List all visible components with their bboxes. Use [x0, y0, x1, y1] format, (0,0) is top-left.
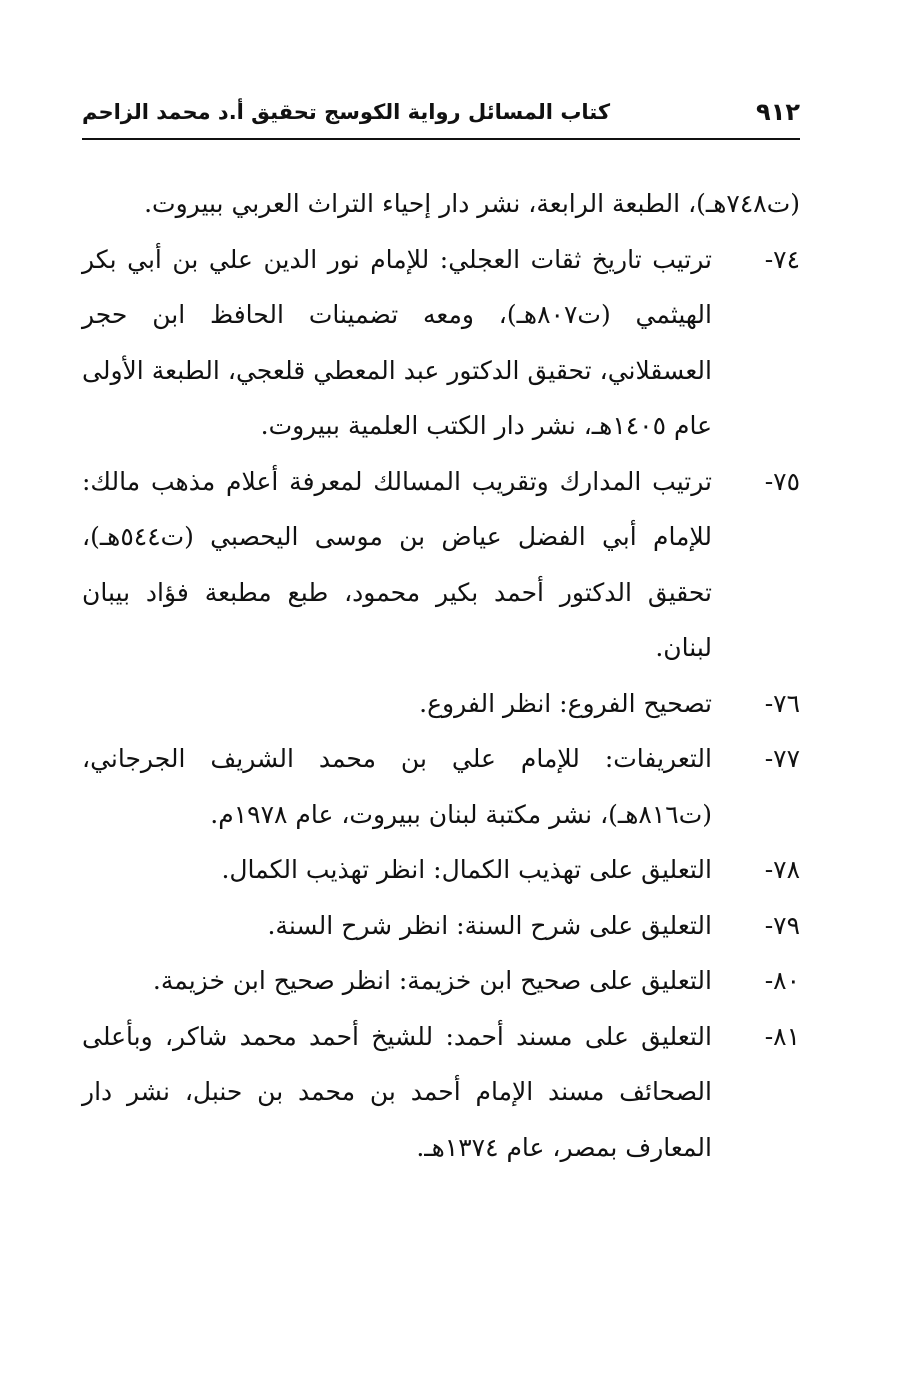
- bibliography-entry-74: [82, 232, 800, 454]
- entry-number: ٨١-: [764, 1021, 800, 1051]
- page-header: [82, 92, 800, 132]
- bibliography-list: [82, 176, 800, 1175]
- entry-text: التعليق على تهذيب الكمال: انظر تهذيب الكمال.: [221, 855, 712, 884]
- running-title: كتاب المسائل رواية الكوسج تحقيق أ.د محمد الزاحم: [82, 100, 611, 124]
- entry-number: ٧٧-: [764, 744, 800, 773]
- entry-text: تصحيح الفروع: انظر الفروع.: [419, 688, 712, 718]
- entry-text: التعليق على شرح السنة: انظر شرح السنة.: [267, 910, 712, 940]
- entry-number: ٧٨-: [764, 855, 800, 884]
- entry-number: ٧٦-: [764, 688, 800, 718]
- bibliography-entry-79: [82, 898, 800, 954]
- entry-text: التعليق على مسند أحمد: للشيخ أحمد محمد شاكر، وبأعلى الصحائف مسند الإمام أحمد بن محمد بن حنبل، نشر دار المعارف بمصر، عام ١٣٧٤هـ.: [82, 1021, 712, 1162]
- entry-number: ٨٠-: [764, 966, 800, 995]
- bibliography-entry-76: [82, 676, 800, 732]
- bibliography-entry-80: [82, 953, 800, 1009]
- bibliography-entry-78: [82, 842, 800, 898]
- continuation-paragraph: (ت٧٤٨هـ)، الطبعة الرابعة، نشر دار إحياء التراث العربي ببيروت.: [144, 189, 800, 218]
- bibliography-entry-77: [82, 731, 800, 842]
- bibliography-entry-81: [82, 1009, 800, 1176]
- entry-number: ٧٥-: [764, 466, 800, 496]
- bibliography-entry-75: [82, 454, 800, 676]
- entry-text: ترتيب المدارك وتقريب المسالك لمعرفة أعلام مذهب مالك: للإمام أبي الفضل عياض بن موسى اليحصبي (ت٥٤٤هـ)، تحقيق الدكتور أحمد بكير محمود، طبع مطبعة فؤاد بيبان لبنان.: [82, 466, 712, 662]
- page-number: ٩١٢: [756, 98, 800, 126]
- header-divider: [82, 138, 800, 140]
- entry-text: ترتيب تاريخ ثقات العجلي: للإمام نور الدين علي بن أبي بكر الهيثمي (ت٨٠٧هـ)، ومعه تضمينات الحافظ ابن حجر العسقلاني، تحقيق الدكتور عبد المعطي قلعجي، الطبعة الأولى عام ١٤٠٥هـ، نشر دار الكتب العلمية ببيروت.: [82, 244, 712, 440]
- entry-number: ٧٩-: [764, 910, 800, 940]
- entry-text: التعليق على صحيح ابن خزيمة: انظر صحيح ابن خزيمة.: [152, 966, 712, 995]
- entry-text: التعريفات: للإمام علي بن محمد الشريف الجرجاني، (ت٨١٦هـ)، نشر مكتبة لبنان ببيروت، عام ١٩٧٨م.: [82, 744, 712, 829]
- entry-number: ٧٤-: [764, 244, 800, 274]
